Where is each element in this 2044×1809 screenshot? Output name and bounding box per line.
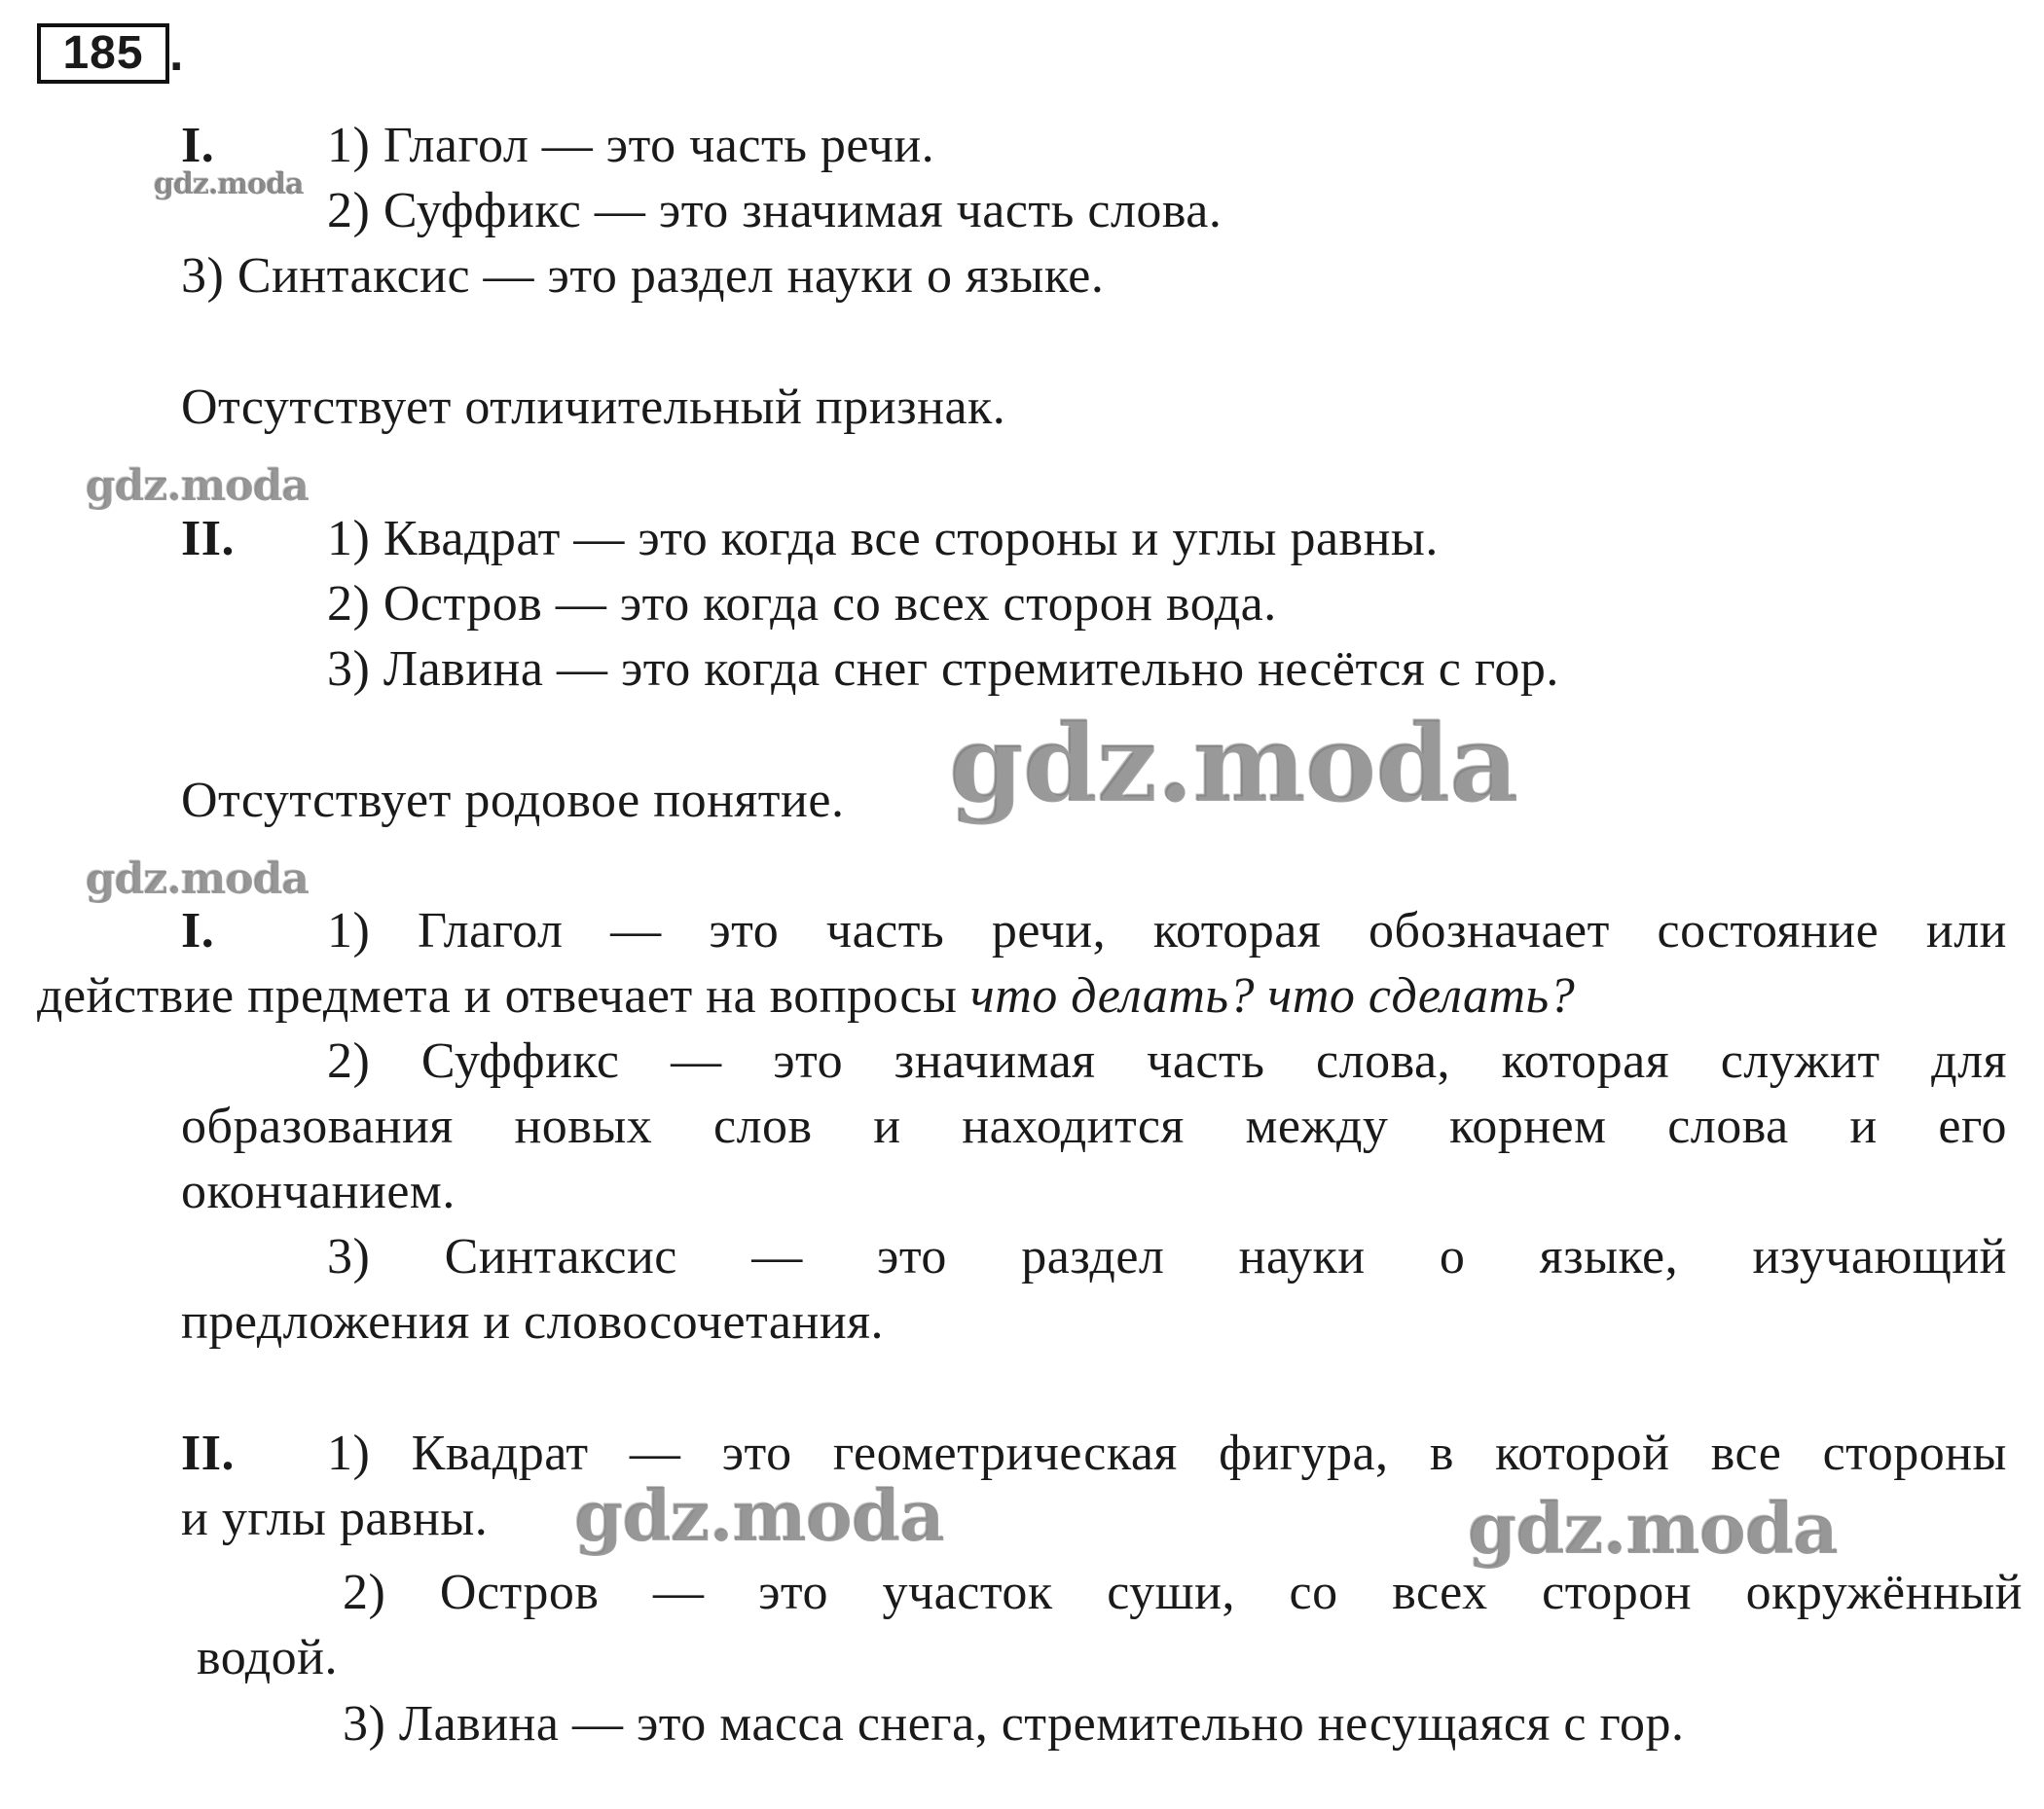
section3-item2-line-c: окончанием. <box>181 1164 456 1219</box>
section2-line3: 3) Лавина — это когда снег стремительно несётся с гор. <box>327 641 1559 697</box>
section3-item3-line-a: 3) Синтаксис — это раздел науки о языке, изучающий <box>327 1229 2007 1284</box>
section3-item1-questions: что делать? что сделать? <box>969 968 1576 1024</box>
section3-item1-text-b: действие предмета и отвечает на вопросы <box>37 968 958 1024</box>
section4-item2-line-a: 2) Остров — это участок суши, со всех сторон окружённый <box>343 1565 2023 1620</box>
watermark-logo: gdz.moda <box>86 854 310 904</box>
section2-roman: II. <box>181 511 235 566</box>
watermark-logo: gdz.moda <box>574 1474 944 1557</box>
section3-item1-text-a: 1) Глагол — это часть речи, которая обозначает состояние или <box>327 903 2007 959</box>
section2-conclusion: Отсутствует родовое понятие. <box>181 773 845 828</box>
watermark-logo: gdz.moda <box>949 701 1518 826</box>
section3-item1-line-a <box>181 900 2007 962</box>
watermark-logo: gdz.moda <box>154 167 304 201</box>
section3-item2-line-a: 2) Суффикс — это значимая часть слова, которая служит для <box>327 1033 2007 1089</box>
section1-line2: 2) Суффикс — это значимая часть слова. <box>327 183 1223 238</box>
section3-roman: I. <box>181 903 215 959</box>
watermark-logo: gdz.moda <box>86 461 310 511</box>
section4-item1-text-a: 1) Квадрат — это геометрическая фигура, в которой все стороны <box>327 1426 2007 1481</box>
section4-item3: 3) Лавина — это масса снега, стремительно несущаяся с гор. <box>343 1696 1685 1752</box>
section3-item3-line-b: предложения и словосочетания. <box>181 1294 885 1350</box>
section4-roman: II. <box>181 1426 235 1481</box>
exercise-number-dot: . <box>169 25 184 82</box>
section1-conclusion: Отсутствует отличительный признак. <box>181 380 1006 435</box>
section4-item1-line-b: и углы равны. <box>181 1491 489 1546</box>
section2-line1 <box>181 508 1439 570</box>
watermark-logo: gdz.moda <box>1468 1487 1838 1570</box>
section1-roman: I. <box>181 118 215 173</box>
section4-item1-line-a <box>181 1423 2007 1485</box>
section2-line2: 2) Остров — это когда со всех сторон вода. <box>327 576 1277 632</box>
exercise-number: 185 <box>37 23 169 84</box>
section2-line1-text: 1) Квадрат — это когда все стороны и углы равны. <box>327 511 1439 566</box>
section3-item1-line-b <box>37 965 1575 1028</box>
section3-item2-line-b: образования новых слов и находится между корнем слова и его <box>181 1099 2007 1154</box>
section1-line1-text: 1) Глагол — это часть речи. <box>327 118 935 173</box>
section1-line3: 3) Синтаксис — это раздел науки о языке. <box>181 248 1105 304</box>
section4-item2-line-b: водой. <box>197 1630 338 1685</box>
